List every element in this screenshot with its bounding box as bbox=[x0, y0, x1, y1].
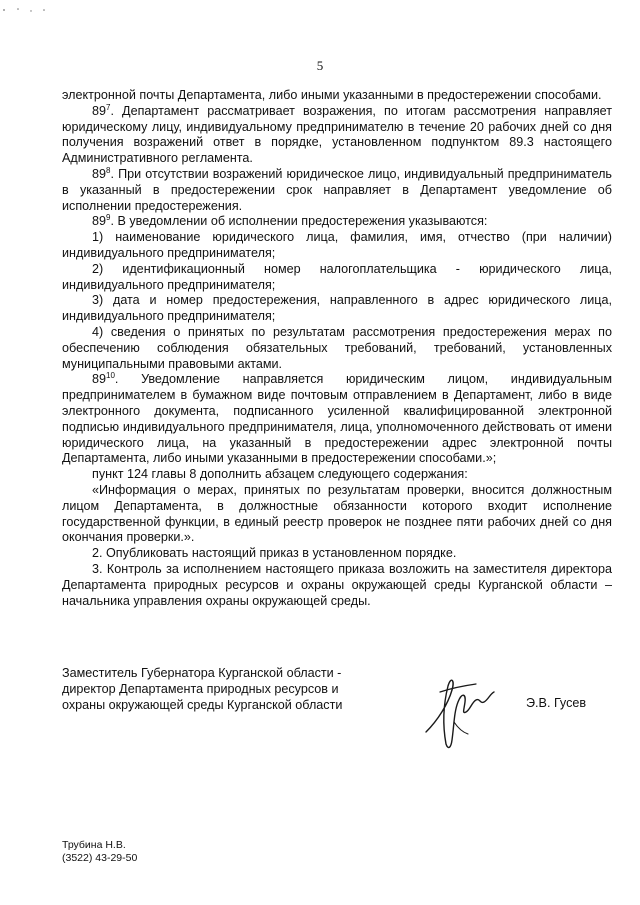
handwritten-signature bbox=[418, 662, 500, 754]
paragraph-text: пункт 124 главы 8 дополнить абзацем следующего содержания: bbox=[92, 467, 468, 482]
numbered-paragraph bbox=[62, 214, 612, 230]
paragraph bbox=[62, 262, 612, 294]
paragraph bbox=[62, 88, 612, 104]
signature-position-line: директор Департамента природных ресурсов и bbox=[62, 682, 339, 696]
signature-position-line: охраны окружающей среды Курганской области bbox=[62, 698, 343, 712]
paragraph-number-superscript: 10 bbox=[106, 371, 115, 381]
paragraph bbox=[62, 546, 612, 562]
page-number: 5 bbox=[316, 58, 324, 73]
numbered-paragraph bbox=[62, 104, 612, 167]
paragraph-text: 3. Контроль за исполнением настоящего приказа возложить на заместителя директора Департамента природных ресурсов и охраны окружающей среды Курганской области – начальника управления охраны окружающей среды. bbox=[62, 561, 612, 608]
paragraph bbox=[62, 467, 612, 483]
paragraph bbox=[62, 483, 612, 546]
executor-phone: (3522) 43-29-50 bbox=[62, 852, 138, 864]
executor-name: Трубина Н.В. bbox=[62, 839, 126, 851]
paragraph bbox=[62, 293, 612, 325]
paragraph-number-superscript: 8 bbox=[106, 165, 111, 175]
executor-info bbox=[62, 839, 137, 865]
paragraph-number: 89 bbox=[92, 103, 107, 118]
numbered-paragraph bbox=[62, 167, 612, 214]
paragraph-text: . При отсутствии возражений юридическое лицо, индивидуальный предприниматель в указанный в предостережении срок направляет в Департамент уведомление об исполнении предостережения. bbox=[62, 166, 612, 213]
paragraph-text: 4) сведения о принятых по результатам рассмотрения предостережения мерах по обеспечению соблюдения обязательных требований, требований, установленных муниципальными правовыми актами. bbox=[62, 324, 612, 371]
paragraph-text: «Информация о мерах, принятых по результатам проверки, вносится должностным лицом Департамента, в должностные обязанности которого входит исполнение государственной функции, в единый реестр проверок не позднее пяти рабочих дней со дня окончания проверки.». bbox=[62, 482, 612, 545]
paragraph-text: . Департамент рассматривает возражения, по итогам рассмотрения направляет юридическому лицу, индивидуальному предпринимателю в течение 20 рабочих дней со дня получения возражений ответ в порядке, установленном подпунктом 89.3 настоящего Административного регламента. bbox=[62, 103, 612, 166]
paragraph-text: электронной почты Департамента, либо иными указанными в предостережении способами. bbox=[62, 88, 602, 102]
numbered-paragraph bbox=[62, 372, 612, 467]
signature-position bbox=[62, 665, 362, 713]
paragraph-number: 89 bbox=[92, 372, 107, 387]
paragraph-number-superscript: 9 bbox=[106, 213, 111, 223]
paragraph-text: 1) наименование юридического лица, фамилия, имя, отчество (при наличии) индивидуального предпринимателя; bbox=[62, 230, 612, 260]
scan-speck-marks bbox=[0, 0, 60, 20]
paragraph-text: 2. Опубликовать настоящий приказ в установленном порядке. bbox=[92, 546, 457, 561]
paragraph bbox=[62, 325, 612, 372]
signature-position-line: Заместитель Губернатора Курганской области - bbox=[62, 666, 342, 680]
document-body bbox=[62, 88, 612, 609]
paragraph-number-superscript: 7 bbox=[106, 102, 111, 112]
paragraph bbox=[62, 562, 612, 609]
paragraph-text: . В уведомлении об исполнении предостережения указываются: bbox=[110, 214, 488, 229]
paragraph-text: . Уведомление направляется юридическим лицом, индивидуальным предпринимателем в бумажном виде почтовым отправлением в Департамент, либо в виде электронного документа, подписанного усиленной квалифицированной электронной подписью индивидуального предпринимателя, лица, уполномоченного действовать от имени юридического лица, на указанный в предостережении адрес электронной почты Департамента, либо иными указанными в предостережении способами.»; bbox=[62, 372, 612, 466]
paragraph bbox=[62, 230, 612, 262]
paragraph-text: 3) дата и номер предостережения, направленного в адрес юридического лица, индивидуального предпринимателя; bbox=[62, 293, 612, 324]
paragraph-number: 89 bbox=[92, 214, 107, 229]
paragraph-number: 89 bbox=[92, 166, 107, 181]
signer-name: Э.В. Гусев bbox=[526, 696, 587, 710]
paragraph-text: 2) идентификационный номер налогоплательщика - юридического лица, индивидуального предпринимателя; bbox=[62, 261, 612, 292]
